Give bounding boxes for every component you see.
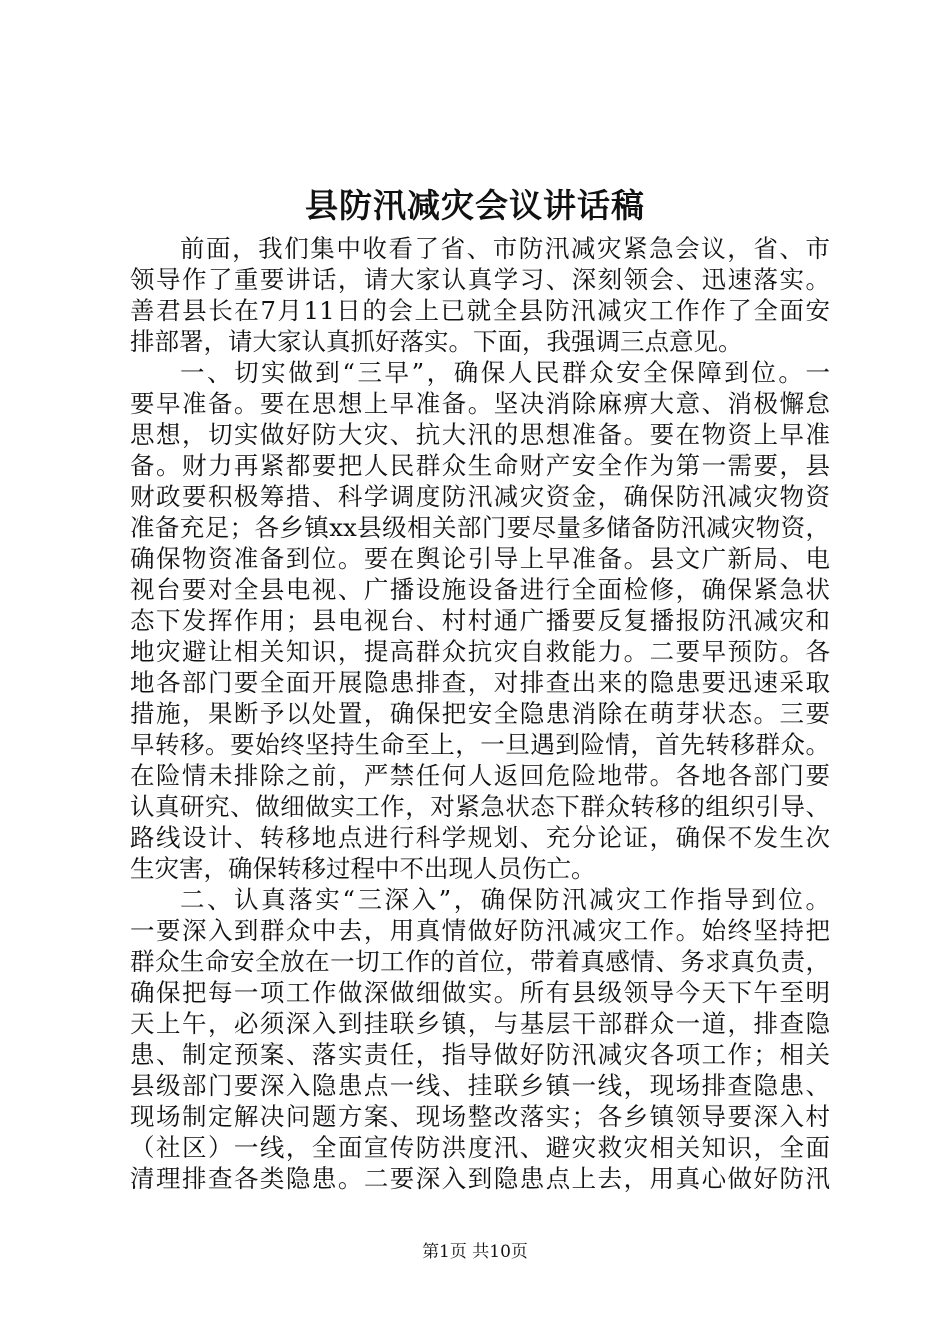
text-line: 领导作了重要讲话，请大家认真学习、深刻领会、迅速落实。 (130, 265, 830, 294)
text-line: 天上午，必须深入到挂联乡镇，与基层干部群众一道，排查隐 (130, 1009, 830, 1038)
text-line: 善君县长在7月11日的会上已就全县防汛减灾工作作了全面安 (130, 296, 830, 325)
text-line: 确保把每一项工作做深做细做实。所有县级领导今天下午至明 (130, 978, 830, 1007)
text-line: 群众生命安全放在一切工作的首位，带着真感情、务求真负责， (130, 947, 830, 976)
text-line: 在险情未排除之前，严禁任何人返回危险地带。各地各部门要 (130, 761, 830, 790)
text-line: 备。财力再紧都要把人民群众生命财产安全作为第一需要，县 (130, 451, 830, 480)
text-line: 认真研究、做细做实工作，对紧急状态下群众转移的组织引导、 (130, 792, 830, 821)
text-line: 一要深入到群众中去，用真情做好防汛减灾工作。始终坚持把 (130, 916, 830, 945)
text-line: 视台要对全县电视、广播设施设备进行全面检修，确保紧急状 (130, 575, 830, 604)
text-line: 前面，我们集中收看了省、市防汛减灾紧急会议，省、市 (180, 234, 830, 263)
text-line: 清理排查各类隐患。二要深入到隐患点上去，用真心做好防汛 (130, 1164, 830, 1193)
text-line: 财政要积极筹措、科学调度防汛减灾资金，确保防汛减灾物资 (130, 482, 830, 511)
text-line: 地各部门要全面开展隐患排查，对排查出来的隐患要迅速采取 (130, 668, 830, 697)
text-line: 要早准备。要在思想上早准备。坚决消除麻痹大意、消极懈怠 (130, 389, 830, 418)
text-line: 生灾害，确保转移过程中不出现人员伤亡。 (130, 854, 596, 883)
text-line: 一、切实做到“三早”，确保人民群众安全保障到位。一 (180, 358, 830, 387)
page-footer: 第1页 共10页 (422, 1242, 528, 1262)
text-line: 措施，果断予以处置，确保把安全隐患消除在萌芽状态。三要 (130, 699, 830, 728)
text-line: 准备充足；各乡镇xx县级相关部门要尽量多储备防汛减灾物资， (130, 513, 830, 542)
document-title: 县防汛减灾会议讲话稿 (305, 186, 645, 225)
text-line: 患、制定预案、落实责任，指导做好防汛减灾各项工作；相关 (130, 1040, 830, 1069)
text-line: 思想，切实做好防大灾、抗大汛的思想准备。要在物资上早准 (130, 420, 830, 449)
text-line: 二、认真落实“三深入”，确保防汛减灾工作指导到位。 (180, 885, 830, 914)
text-line: 态下发挥作用；县电视台、村村通广播要反复播报防汛减灾和 (130, 606, 830, 635)
text-line: 县级部门要深入隐患点一线、挂联乡镇一线，现场排查隐患、 (130, 1071, 830, 1100)
text-line: （社区）一线，全面宣传防洪度汛、避灾救灾相关知识，全面 (130, 1133, 830, 1162)
text-line: 现场制定解决问题方案、现场整改落实；各乡镇领导要深入村 (130, 1102, 830, 1131)
document-body (130, 233, 830, 1194)
text-line: 排部署，请大家认真抓好落实。下面，我强调三点意见。 (130, 327, 743, 356)
text-line: 路线设计、转移地点进行科学规划、充分论证，确保不发生次 (130, 823, 830, 852)
text-line: 确保物资准备到位。要在舆论引导上早准备。县文广新局、电 (130, 544, 830, 573)
text-line: 早转移。要始终坚持生命至上，一旦遇到险情，首先转移群众。 (130, 730, 830, 759)
text-line: 地灾避让相关知识，提高群众抗灾自救能力。二要早预防。各 (130, 637, 830, 666)
